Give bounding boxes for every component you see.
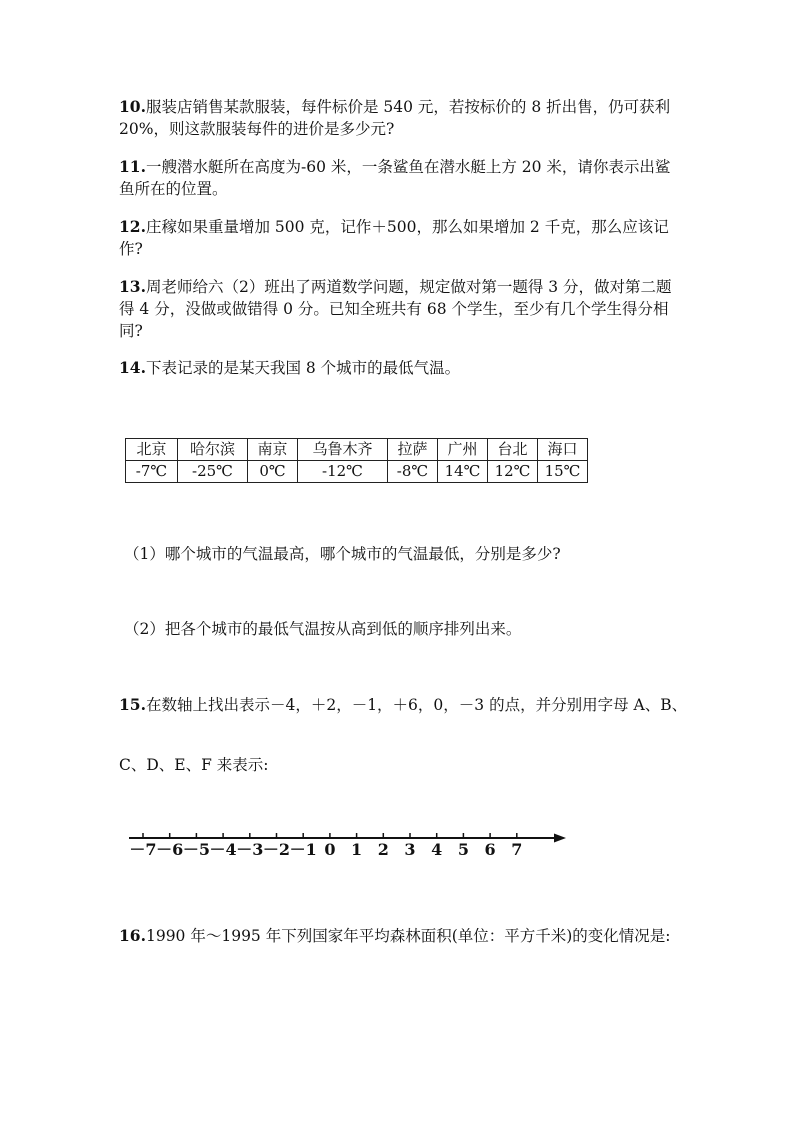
- number-line-label: 0: [324, 840, 336, 859]
- number-line-label: －5: [182, 840, 210, 859]
- table-cell: 海口: [538, 439, 588, 461]
- number-line-label: 7: [511, 840, 523, 859]
- question-15-line-2: C、D、E、F 来表示:: [119, 756, 269, 774]
- number-line-label: 2: [377, 840, 389, 859]
- table-cell: 14℃: [438, 461, 488, 483]
- number-line-label: －2: [262, 840, 291, 859]
- question-text: 周老师给六（2）班出了两道数学问题，规定做对第一题得 3 分，做对第二题得 4 分，没做或做错得 0 分。已知全班共有 68 个学生，至少有几个学生得分相同?: [119, 278, 672, 340]
- question-number: 15.: [119, 695, 146, 714]
- subquestion-1: （1）哪个城市的气温最高，哪个城市的气温最低，分别是多少?: [124, 545, 561, 563]
- number-line-arrow-icon: [554, 834, 566, 843]
- number-line-label: 4: [431, 840, 443, 859]
- table-cell: 乌鲁木齐: [298, 439, 388, 461]
- table-cell: 15℃: [538, 461, 588, 483]
- table-cell: 北京: [126, 439, 178, 461]
- question-text: 服装店销售某款服装，每件标价是 540 元，若按标价的 8 折出售，仍可获利 20%，则这款服装每件的进价是多少元?: [119, 98, 671, 138]
- number-line-label: 1: [351, 840, 363, 859]
- number-line-label: －7: [129, 840, 157, 859]
- table-cell: -7℃: [126, 461, 178, 483]
- question-number: 14.: [119, 358, 146, 377]
- question-text: 下表记录的是某天我国 8 个城市的最低气温。: [145, 359, 461, 377]
- question-text: 一艘潜水艇所在高度为-60 米，一条鲨鱼在潜水艇上方 20 米，请你表示出鲨鱼所在的位置。: [119, 158, 671, 198]
- table-cell: 南京: [248, 439, 298, 461]
- question-number: 12.: [119, 217, 146, 236]
- table-cell: -12℃: [298, 461, 388, 483]
- number-line-label: －3: [236, 840, 264, 859]
- question-16: [119, 925, 699, 947]
- question-text: 1990 年～1995 年下列国家年平均森林面积(单位：平方千米)的变化情况是:: [145, 927, 671, 945]
- question-number: 11.: [119, 157, 146, 176]
- table-cell: 哈尔滨: [178, 439, 248, 461]
- question-text: 庄稼如果重量增加 500 克，记作＋500，那么如果增加 2 千克，那么应该记作?: [119, 218, 669, 258]
- question-number: 16.: [119, 926, 146, 945]
- number-line-label: －1: [289, 840, 317, 859]
- number-line-label: －6: [156, 840, 184, 859]
- table-cell: 拉萨: [388, 439, 438, 461]
- subquestion-2: （2）把各个城市的最低气温按从高到低的顺序排列出来。: [124, 620, 522, 638]
- number-line-label: 5: [457, 840, 469, 859]
- table-cell: -8℃: [388, 461, 438, 483]
- table-cell: -25℃: [178, 461, 248, 483]
- question-number: 13.: [119, 277, 146, 296]
- question-text: 在数轴上找出表示－4，＋2，－1，＋6，0，－3 的点，并分别用字母 A、B、: [145, 696, 688, 714]
- number-line-label: 6: [484, 840, 496, 859]
- number-line-label: －4: [209, 840, 237, 859]
- table-cell: 0℃: [248, 461, 298, 483]
- table-cell: 广州: [438, 439, 488, 461]
- table-cell: 台北: [488, 439, 538, 461]
- question-number: 10.: [119, 97, 146, 116]
- number-line-label: 3: [404, 840, 416, 859]
- table-cell: 12℃: [488, 461, 538, 483]
